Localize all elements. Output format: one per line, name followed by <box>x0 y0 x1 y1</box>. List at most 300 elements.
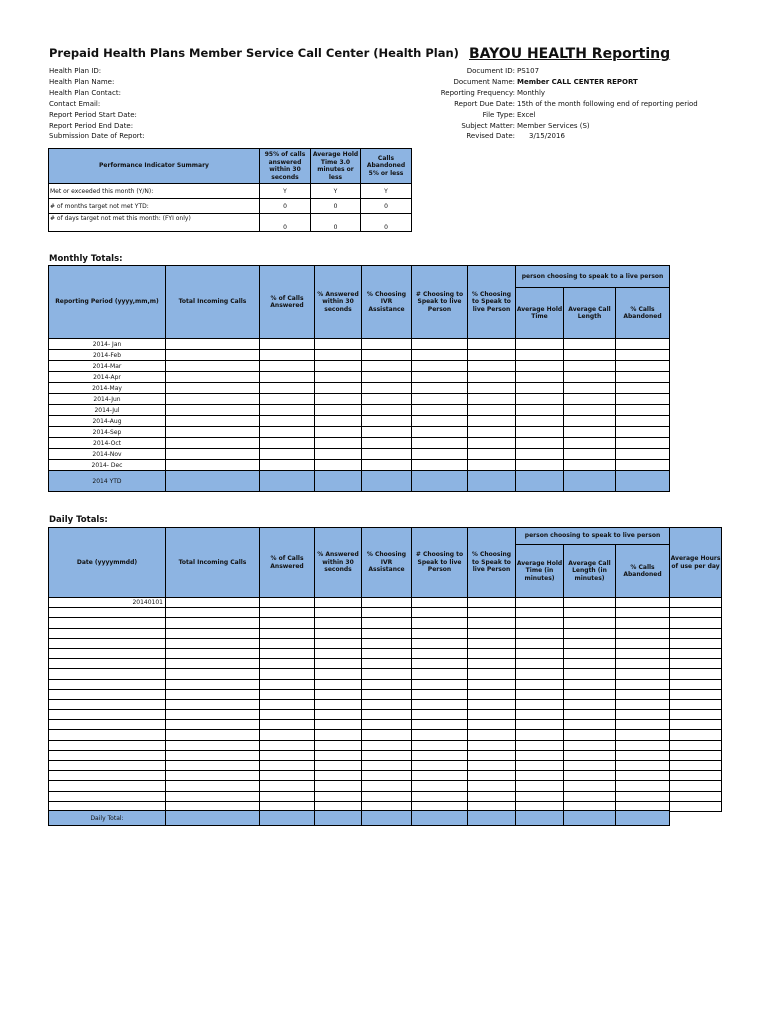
daily-data-cell[interactable] <box>564 628 616 638</box>
perf-cell[interactable]: 0 <box>361 199 412 214</box>
monthly-data-cell[interactable] <box>315 427 362 438</box>
daily-data-cell[interactable] <box>412 761 468 771</box>
daily-data-cell[interactable] <box>516 761 564 771</box>
daily-data-cell[interactable] <box>516 781 564 791</box>
perf-cell[interactable]: 0 <box>311 214 361 232</box>
daily-data-cell[interactable] <box>516 648 564 658</box>
daily-data-cell[interactable] <box>564 679 616 689</box>
daily-data-cell[interactable] <box>362 659 412 669</box>
daily-date-cell[interactable] <box>49 750 166 760</box>
monthly-data-cell[interactable] <box>468 372 516 383</box>
monthly-data-cell[interactable] <box>616 405 670 416</box>
daily-data-cell[interactable] <box>516 598 564 608</box>
monthly-data-cell[interactable] <box>564 449 616 460</box>
daily-data-cell[interactable] <box>412 638 468 648</box>
daily-data-cell[interactable] <box>468 730 516 740</box>
daily-total-cell[interactable] <box>362 811 412 826</box>
daily-data-cell[interactable] <box>315 710 362 720</box>
monthly-data-cell[interactable] <box>362 416 412 427</box>
daily-data-cell[interactable] <box>670 659 722 669</box>
monthly-data-cell[interactable] <box>516 394 564 405</box>
daily-data-cell[interactable] <box>166 710 260 720</box>
daily-data-cell[interactable] <box>616 608 670 618</box>
daily-data-cell[interactable] <box>166 791 260 801</box>
daily-data-cell[interactable] <box>616 720 670 730</box>
perf-cell[interactable]: Y <box>311 184 361 199</box>
daily-data-cell[interactable] <box>260 648 315 658</box>
daily-data-cell[interactable] <box>260 710 315 720</box>
monthly-data-cell[interactable] <box>260 438 315 449</box>
monthly-data-cell[interactable] <box>616 372 670 383</box>
daily-data-cell[interactable] <box>616 689 670 699</box>
daily-data-cell[interactable] <box>468 628 516 638</box>
monthly-data-cell[interactable] <box>362 405 412 416</box>
daily-data-cell[interactable] <box>315 730 362 740</box>
ytd-cell[interactable] <box>362 471 412 492</box>
daily-data-cell[interactable] <box>166 720 260 730</box>
monthly-data-cell[interactable] <box>166 460 260 471</box>
daily-data-cell[interactable] <box>616 618 670 628</box>
monthly-data-cell[interactable] <box>468 438 516 449</box>
daily-data-cell[interactable] <box>315 679 362 689</box>
daily-data-cell[interactable] <box>315 628 362 638</box>
daily-data-cell[interactable] <box>670 750 722 760</box>
daily-data-cell[interactable] <box>166 740 260 750</box>
monthly-data-cell[interactable] <box>516 405 564 416</box>
monthly-data-cell[interactable] <box>362 460 412 471</box>
daily-data-cell[interactable] <box>670 771 722 781</box>
daily-data-cell[interactable] <box>670 618 722 628</box>
daily-data-cell[interactable] <box>516 628 564 638</box>
daily-data-cell[interactable] <box>516 750 564 760</box>
daily-data-cell[interactable] <box>412 730 468 740</box>
daily-date-cell[interactable] <box>49 669 166 679</box>
monthly-data-cell[interactable] <box>166 416 260 427</box>
ytd-cell[interactable] <box>616 471 670 492</box>
daily-data-cell[interactable] <box>564 669 616 679</box>
daily-total-cell[interactable] <box>616 811 670 826</box>
daily-data-cell[interactable] <box>564 730 616 740</box>
daily-total-cell[interactable] <box>468 811 516 826</box>
daily-data-cell[interactable] <box>670 720 722 730</box>
daily-data-cell[interactable] <box>260 669 315 679</box>
daily-data-cell[interactable] <box>260 638 315 648</box>
daily-total-cell[interactable] <box>516 811 564 826</box>
daily-data-cell[interactable] <box>564 598 616 608</box>
daily-data-cell[interactable] <box>166 608 260 618</box>
monthly-data-cell[interactable] <box>516 416 564 427</box>
monthly-data-cell[interactable] <box>412 416 468 427</box>
daily-data-cell[interactable] <box>412 720 468 730</box>
monthly-data-cell[interactable] <box>315 405 362 416</box>
monthly-data-cell[interactable] <box>516 361 564 372</box>
daily-data-cell[interactable] <box>260 699 315 709</box>
monthly-data-cell[interactable] <box>468 460 516 471</box>
monthly-data-cell[interactable] <box>412 361 468 372</box>
daily-data-cell[interactable] <box>166 648 260 658</box>
daily-data-cell[interactable] <box>616 771 670 781</box>
daily-date-cell[interactable] <box>49 720 166 730</box>
daily-data-cell[interactable] <box>362 730 412 740</box>
daily-data-cell[interactable] <box>468 618 516 628</box>
monthly-data-cell[interactable] <box>362 394 412 405</box>
daily-data-cell[interactable] <box>362 720 412 730</box>
daily-data-cell[interactable] <box>516 618 564 628</box>
daily-data-cell[interactable] <box>260 791 315 801</box>
daily-data-cell[interactable] <box>260 771 315 781</box>
monthly-data-cell[interactable] <box>166 438 260 449</box>
ytd-cell[interactable] <box>564 471 616 492</box>
monthly-data-cell[interactable] <box>616 438 670 449</box>
monthly-data-cell[interactable] <box>166 372 260 383</box>
daily-data-cell[interactable] <box>516 771 564 781</box>
daily-data-cell[interactable] <box>616 659 670 669</box>
monthly-data-cell[interactable] <box>564 361 616 372</box>
daily-data-cell[interactable] <box>616 710 670 720</box>
daily-data-cell[interactable] <box>616 648 670 658</box>
monthly-data-cell[interactable] <box>315 361 362 372</box>
daily-data-cell[interactable] <box>362 781 412 791</box>
daily-data-cell[interactable] <box>260 689 315 699</box>
monthly-data-cell[interactable] <box>516 460 564 471</box>
daily-data-cell[interactable] <box>412 628 468 638</box>
daily-data-cell[interactable] <box>468 720 516 730</box>
monthly-data-cell[interactable] <box>260 361 315 372</box>
daily-data-cell[interactable] <box>166 679 260 689</box>
monthly-data-cell[interactable] <box>468 339 516 350</box>
daily-data-cell[interactable] <box>670 608 722 618</box>
daily-data-cell[interactable] <box>670 730 722 740</box>
monthly-data-cell[interactable] <box>412 372 468 383</box>
monthly-data-cell[interactable] <box>468 427 516 438</box>
monthly-data-cell[interactable] <box>315 449 362 460</box>
monthly-data-cell[interactable] <box>260 372 315 383</box>
monthly-data-cell[interactable] <box>260 383 315 394</box>
daily-data-cell[interactable] <box>315 740 362 750</box>
ytd-cell[interactable] <box>260 471 315 492</box>
daily-data-cell[interactable] <box>412 699 468 709</box>
daily-data-cell[interactable] <box>616 791 670 801</box>
daily-data-cell[interactable] <box>616 699 670 709</box>
daily-data-cell[interactable] <box>362 598 412 608</box>
perf-cell[interactable]: 0 <box>311 199 361 214</box>
daily-data-cell[interactable] <box>616 740 670 750</box>
daily-date-cell[interactable] <box>49 648 166 658</box>
daily-data-cell[interactable] <box>670 699 722 709</box>
daily-data-cell[interactable] <box>362 699 412 709</box>
daily-date-cell[interactable] <box>49 699 166 709</box>
daily-data-cell[interactable] <box>564 648 616 658</box>
daily-data-cell[interactable] <box>564 771 616 781</box>
daily-data-cell[interactable] <box>315 781 362 791</box>
daily-data-cell[interactable] <box>516 730 564 740</box>
monthly-data-cell[interactable] <box>362 339 412 350</box>
monthly-data-cell[interactable] <box>315 416 362 427</box>
daily-data-cell[interactable] <box>362 669 412 679</box>
daily-data-cell[interactable] <box>260 608 315 618</box>
monthly-data-cell[interactable] <box>260 449 315 460</box>
monthly-data-cell[interactable] <box>166 427 260 438</box>
monthly-data-cell[interactable] <box>260 339 315 350</box>
daily-data-cell[interactable] <box>315 648 362 658</box>
daily-data-cell[interactable] <box>166 598 260 608</box>
daily-total-cell[interactable] <box>564 811 616 826</box>
ytd-cell[interactable] <box>468 471 516 492</box>
daily-data-cell[interactable] <box>166 638 260 648</box>
daily-date-cell[interactable] <box>49 740 166 750</box>
perf-cell[interactable]: 0 <box>260 199 311 214</box>
daily-total-cell[interactable] <box>166 811 260 826</box>
monthly-data-cell[interactable] <box>616 394 670 405</box>
daily-data-cell[interactable] <box>468 710 516 720</box>
monthly-data-cell[interactable] <box>315 339 362 350</box>
daily-date-cell[interactable] <box>49 761 166 771</box>
monthly-data-cell[interactable] <box>468 416 516 427</box>
monthly-data-cell[interactable] <box>616 339 670 350</box>
monthly-data-cell[interactable] <box>412 438 468 449</box>
monthly-data-cell[interactable] <box>260 405 315 416</box>
daily-data-cell[interactable] <box>616 781 670 791</box>
monthly-data-cell[interactable] <box>564 372 616 383</box>
daily-data-cell[interactable] <box>564 638 616 648</box>
daily-data-cell[interactable] <box>564 781 616 791</box>
daily-data-cell[interactable] <box>315 638 362 648</box>
monthly-data-cell[interactable] <box>468 350 516 361</box>
daily-data-cell[interactable] <box>412 618 468 628</box>
monthly-data-cell[interactable] <box>362 383 412 394</box>
monthly-data-cell[interactable] <box>412 460 468 471</box>
daily-data-cell[interactable] <box>468 781 516 791</box>
daily-total-cell[interactable] <box>412 811 468 826</box>
monthly-data-cell[interactable] <box>412 350 468 361</box>
daily-data-cell[interactable] <box>166 669 260 679</box>
daily-data-cell[interactable] <box>362 679 412 689</box>
daily-data-cell[interactable] <box>362 648 412 658</box>
daily-data-cell[interactable] <box>468 761 516 771</box>
daily-data-cell[interactable] <box>670 689 722 699</box>
daily-data-cell[interactable] <box>616 730 670 740</box>
daily-data-cell[interactable] <box>616 679 670 689</box>
monthly-data-cell[interactable] <box>564 383 616 394</box>
daily-data-cell[interactable] <box>564 608 616 618</box>
monthly-data-cell[interactable] <box>362 350 412 361</box>
monthly-data-cell[interactable] <box>166 350 260 361</box>
daily-date-cell[interactable] <box>49 628 166 638</box>
monthly-data-cell[interactable] <box>564 405 616 416</box>
daily-data-cell[interactable] <box>412 771 468 781</box>
daily-data-cell[interactable] <box>260 628 315 638</box>
monthly-data-cell[interactable] <box>166 394 260 405</box>
daily-data-cell[interactable] <box>616 761 670 771</box>
monthly-data-cell[interactable] <box>166 449 260 460</box>
daily-data-cell[interactable] <box>315 761 362 771</box>
daily-data-cell[interactable] <box>616 638 670 648</box>
daily-data-cell[interactable] <box>315 669 362 679</box>
daily-date-cell[interactable] <box>49 679 166 689</box>
daily-data-cell[interactable] <box>516 638 564 648</box>
monthly-data-cell[interactable] <box>260 427 315 438</box>
monthly-data-cell[interactable] <box>362 372 412 383</box>
monthly-data-cell[interactable] <box>362 361 412 372</box>
daily-data-cell[interactable] <box>564 618 616 628</box>
monthly-data-cell[interactable] <box>564 427 616 438</box>
daily-data-cell[interactable] <box>412 608 468 618</box>
daily-data-cell[interactable] <box>260 781 315 791</box>
daily-data-cell[interactable] <box>670 781 722 791</box>
monthly-data-cell[interactable] <box>412 405 468 416</box>
monthly-data-cell[interactable] <box>260 394 315 405</box>
daily-data-cell[interactable] <box>564 740 616 750</box>
monthly-data-cell[interactable] <box>315 372 362 383</box>
daily-data-cell[interactable] <box>564 659 616 669</box>
daily-date-cell[interactable] <box>49 638 166 648</box>
daily-data-cell[interactable] <box>412 679 468 689</box>
daily-data-cell[interactable] <box>362 710 412 720</box>
daily-data-cell[interactable] <box>362 750 412 760</box>
daily-data-cell[interactable] <box>616 750 670 760</box>
daily-data-cell[interactable] <box>315 771 362 781</box>
monthly-data-cell[interactable] <box>564 416 616 427</box>
daily-data-cell[interactable] <box>670 761 722 771</box>
daily-data-cell[interactable] <box>315 750 362 760</box>
ytd-cell[interactable] <box>516 471 564 492</box>
monthly-data-cell[interactable] <box>564 350 616 361</box>
daily-data-cell[interactable] <box>166 761 260 771</box>
monthly-data-cell[interactable] <box>516 350 564 361</box>
monthly-data-cell[interactable] <box>260 350 315 361</box>
monthly-data-cell[interactable] <box>362 427 412 438</box>
daily-data-cell[interactable] <box>670 801 722 811</box>
daily-data-cell[interactable] <box>516 720 564 730</box>
daily-data-cell[interactable] <box>564 710 616 720</box>
monthly-data-cell[interactable] <box>260 416 315 427</box>
daily-data-cell[interactable] <box>564 720 616 730</box>
monthly-data-cell[interactable] <box>166 361 260 372</box>
monthly-data-cell[interactable] <box>516 383 564 394</box>
monthly-data-cell[interactable] <box>412 449 468 460</box>
daily-data-cell[interactable] <box>362 628 412 638</box>
monthly-data-cell[interactable] <box>516 449 564 460</box>
daily-data-cell[interactable] <box>362 689 412 699</box>
daily-data-cell[interactable] <box>260 750 315 760</box>
daily-data-cell[interactable] <box>362 740 412 750</box>
monthly-data-cell[interactable] <box>616 460 670 471</box>
daily-date-cell[interactable] <box>49 791 166 801</box>
daily-data-cell[interactable] <box>166 771 260 781</box>
daily-data-cell[interactable] <box>412 781 468 791</box>
daily-data-cell[interactable] <box>516 659 564 669</box>
perf-cell[interactable]: 0 <box>260 214 311 232</box>
monthly-data-cell[interactable] <box>468 405 516 416</box>
daily-data-cell[interactable] <box>516 679 564 689</box>
monthly-data-cell[interactable] <box>564 339 616 350</box>
daily-data-cell[interactable] <box>412 669 468 679</box>
monthly-data-cell[interactable] <box>315 394 362 405</box>
daily-data-cell[interactable] <box>468 791 516 801</box>
daily-data-cell[interactable] <box>260 730 315 740</box>
daily-data-cell[interactable] <box>564 699 616 709</box>
daily-data-cell[interactable] <box>412 750 468 760</box>
monthly-data-cell[interactable] <box>468 394 516 405</box>
daily-data-cell[interactable] <box>468 771 516 781</box>
monthly-data-cell[interactable] <box>315 350 362 361</box>
daily-data-cell[interactable] <box>260 761 315 771</box>
daily-data-cell[interactable] <box>260 618 315 628</box>
daily-data-cell[interactable] <box>412 648 468 658</box>
daily-data-cell[interactable] <box>166 699 260 709</box>
daily-data-cell[interactable] <box>166 730 260 740</box>
daily-data-cell[interactable] <box>516 791 564 801</box>
daily-data-cell[interactable] <box>468 659 516 669</box>
monthly-data-cell[interactable] <box>516 438 564 449</box>
monthly-data-cell[interactable] <box>362 438 412 449</box>
daily-data-cell[interactable] <box>166 781 260 791</box>
daily-date-cell[interactable]: 20140101 <box>49 598 166 608</box>
daily-data-cell[interactable] <box>468 638 516 648</box>
daily-date-cell[interactable] <box>49 781 166 791</box>
monthly-data-cell[interactable] <box>412 339 468 350</box>
daily-data-cell[interactable] <box>362 761 412 771</box>
daily-data-cell[interactable] <box>468 699 516 709</box>
monthly-data-cell[interactable] <box>315 383 362 394</box>
daily-data-cell[interactable] <box>260 740 315 750</box>
daily-data-cell[interactable] <box>468 679 516 689</box>
daily-data-cell[interactable] <box>315 699 362 709</box>
daily-data-cell[interactable] <box>166 689 260 699</box>
monthly-data-cell[interactable] <box>166 405 260 416</box>
daily-data-cell[interactable] <box>166 750 260 760</box>
daily-data-cell[interactable] <box>315 689 362 699</box>
monthly-data-cell[interactable] <box>468 449 516 460</box>
daily-data-cell[interactable] <box>468 750 516 760</box>
daily-data-cell[interactable] <box>166 618 260 628</box>
monthly-data-cell[interactable] <box>616 449 670 460</box>
daily-data-cell[interactable] <box>260 598 315 608</box>
ytd-cell[interactable] <box>166 471 260 492</box>
ytd-cell[interactable] <box>315 471 362 492</box>
monthly-data-cell[interactable] <box>362 449 412 460</box>
daily-data-cell[interactable] <box>166 659 260 669</box>
daily-date-cell[interactable] <box>49 730 166 740</box>
daily-data-cell[interactable] <box>670 669 722 679</box>
perf-cell[interactable]: Y <box>361 184 412 199</box>
daily-data-cell[interactable] <box>516 689 564 699</box>
monthly-data-cell[interactable] <box>516 427 564 438</box>
daily-data-cell[interactable] <box>670 638 722 648</box>
daily-data-cell[interactable] <box>564 689 616 699</box>
monthly-data-cell[interactable] <box>516 372 564 383</box>
daily-data-cell[interactable] <box>468 669 516 679</box>
daily-data-cell[interactable] <box>260 659 315 669</box>
daily-data-cell[interactable] <box>670 791 722 801</box>
daily-data-cell[interactable] <box>315 659 362 669</box>
daily-data-cell[interactable] <box>616 669 670 679</box>
daily-date-cell[interactable] <box>49 771 166 781</box>
monthly-data-cell[interactable] <box>516 339 564 350</box>
daily-data-cell[interactable] <box>670 648 722 658</box>
daily-data-cell[interactable] <box>516 740 564 750</box>
daily-data-cell[interactable] <box>564 750 616 760</box>
monthly-data-cell[interactable] <box>616 350 670 361</box>
daily-data-cell[interactable] <box>362 618 412 628</box>
daily-date-cell[interactable] <box>49 689 166 699</box>
monthly-data-cell[interactable] <box>166 339 260 350</box>
monthly-data-cell[interactable] <box>616 427 670 438</box>
monthly-data-cell[interactable] <box>564 438 616 449</box>
daily-data-cell[interactable] <box>564 791 616 801</box>
daily-data-cell[interactable] <box>166 628 260 638</box>
monthly-data-cell[interactable] <box>468 361 516 372</box>
